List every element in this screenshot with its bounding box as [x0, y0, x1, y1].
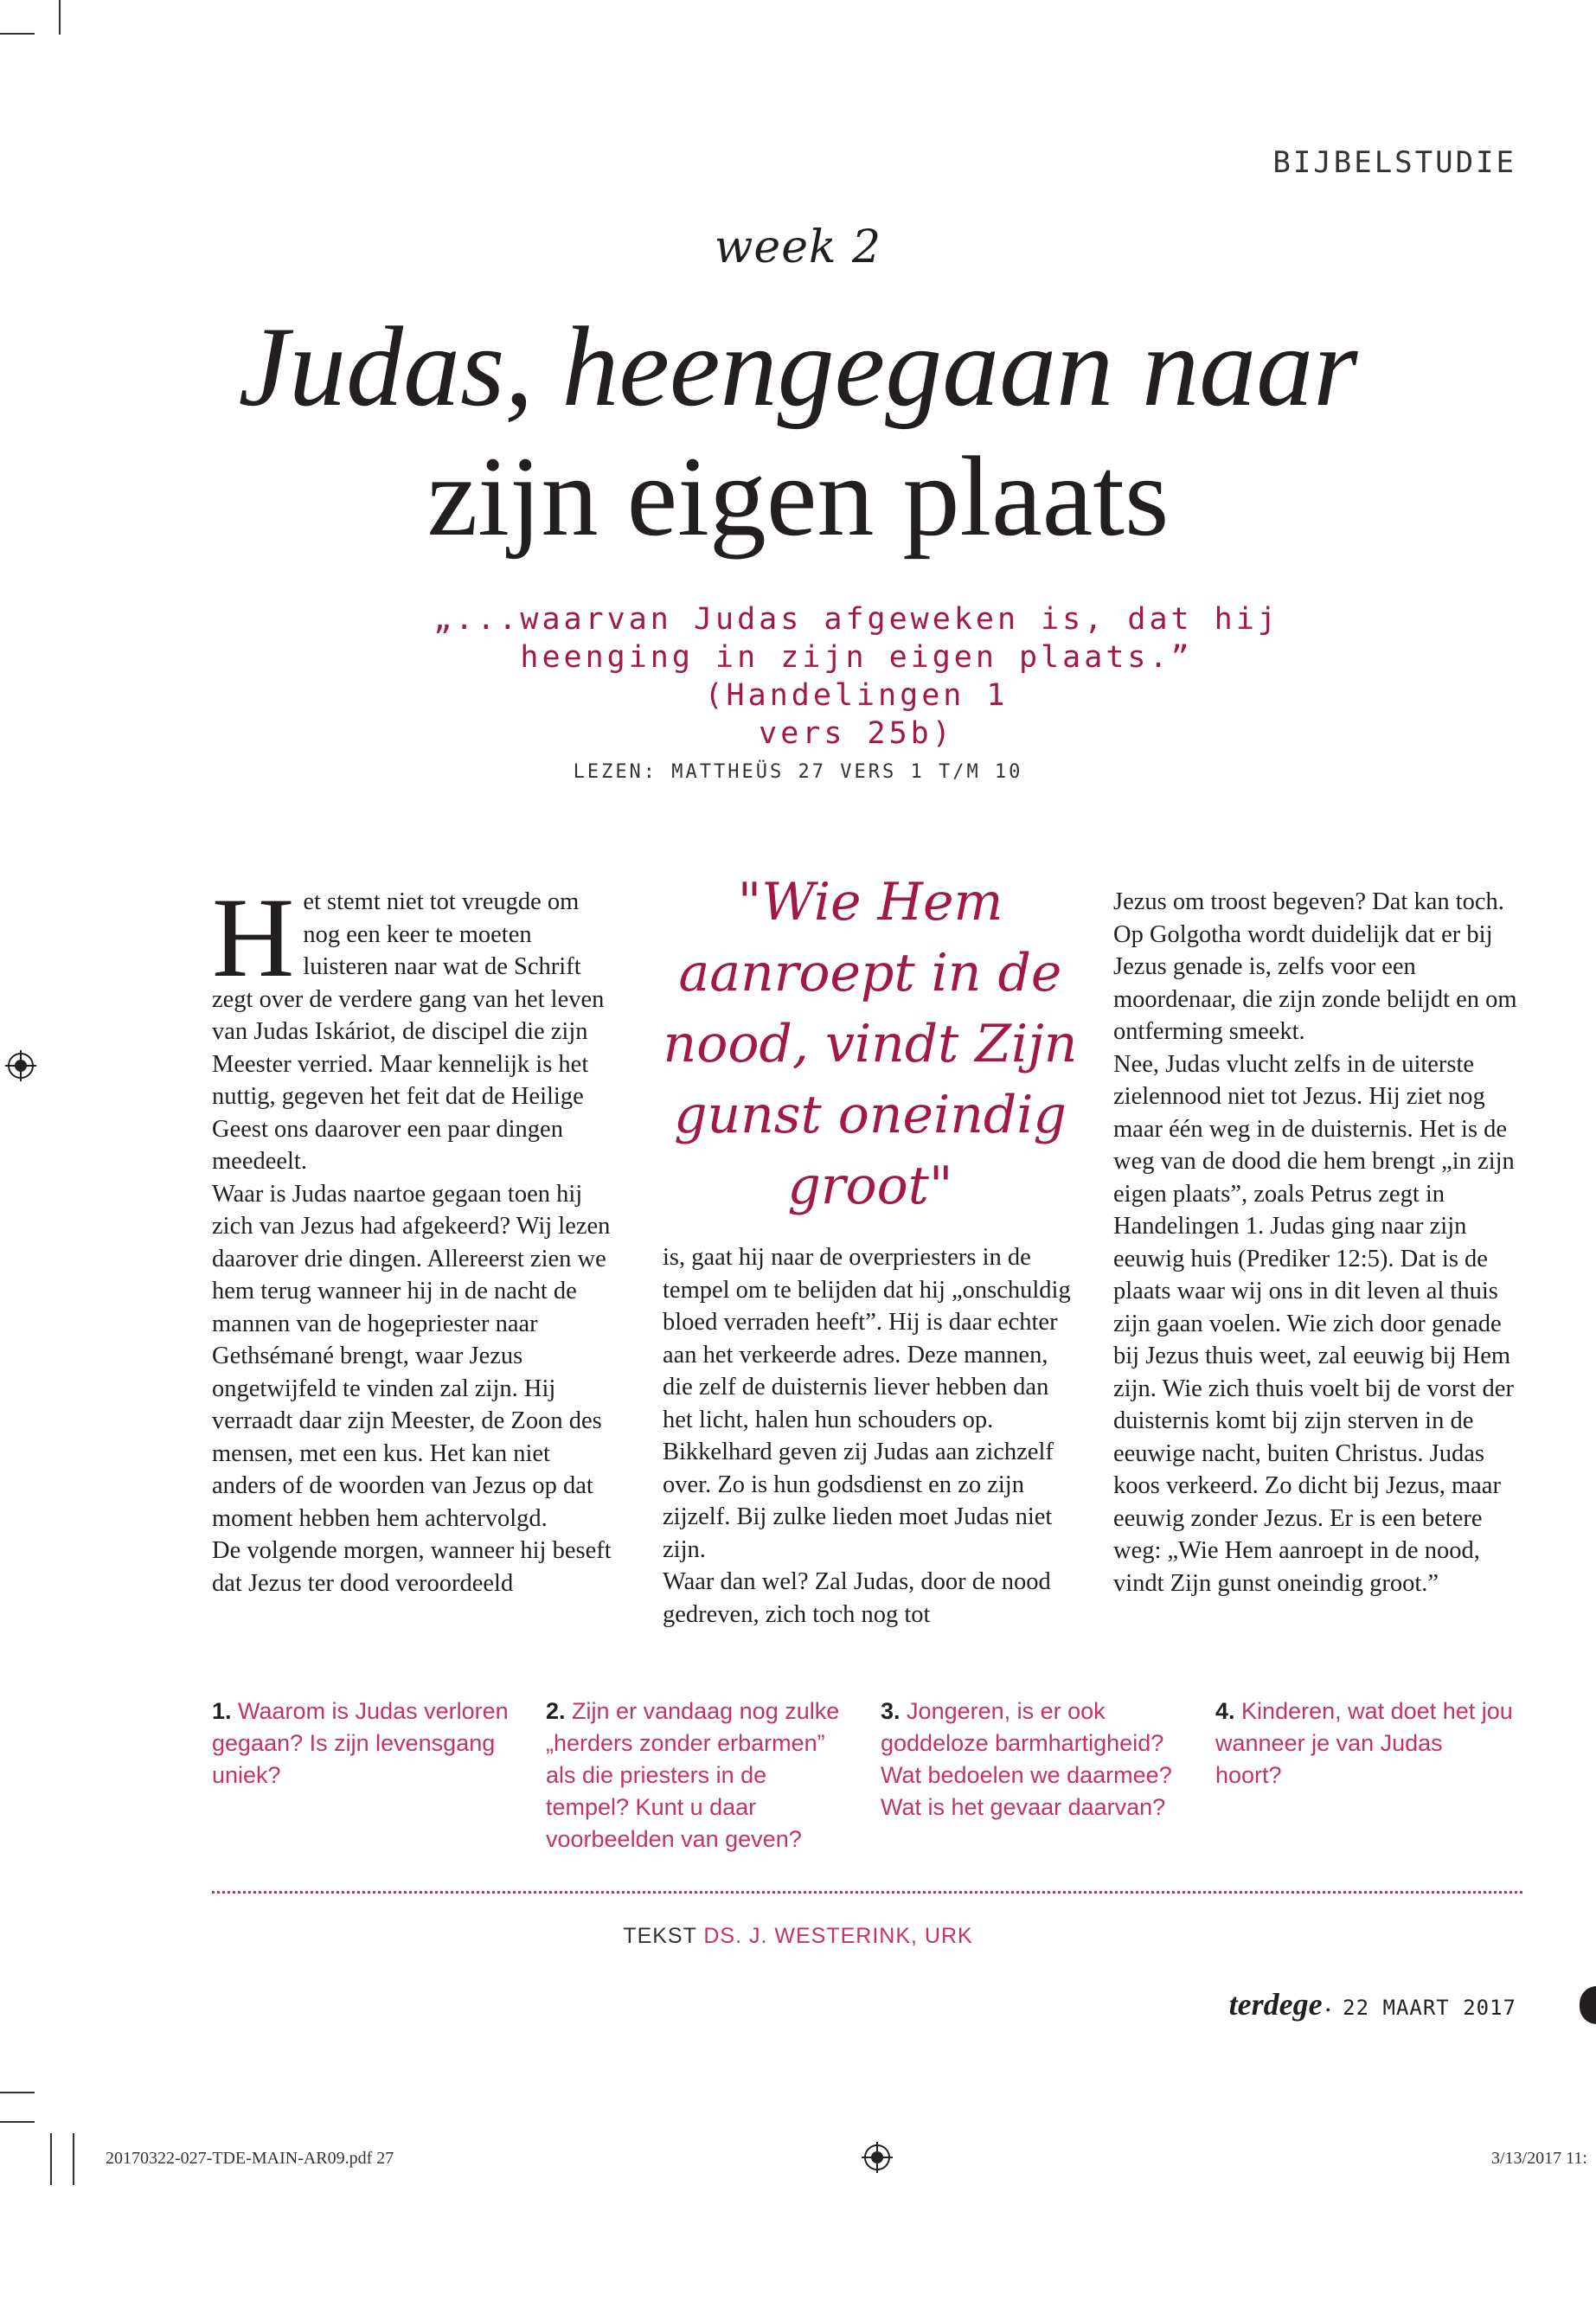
body-column-2	[663, 1241, 1078, 1631]
body-paragraph: Nee, Judas vlucht zelfs in de uiterste zielennood niet tot Jezus. Hij ziet nog maar één weg in de duisternis. Het is de weg van de dood die hem brengt „in zijn eigen plaats”, zoals Petrus zegt in Handelingen 1. Judas ging naar zijn eeuwig huis (Prediker 12:5). Dat is de plaats waar wij ons in dit leven al thuis zijn gaan voelen. Wie zich door genade bij Jezus thuis weet, zal eeuwig bij Hem zijn. Wie zich thuis voelt bij de vorst der duisternis komt bij zijn sterven in de eeuwige nacht, buiten Christus. Judas koos verkeerd. Zo dicht bij Jezus, maar eeuwig zonder Jezus. Er is een betere weg: „Wie Hem aanroept in de nood, vindt Zijn gunst oneindig groot.”	[1113, 1050, 1515, 1597]
crop-mark	[59, 0, 61, 35]
pull-quote-line: groot"	[787, 1156, 953, 1216]
bible-quote-line: „...waarvan Judas afgeweken is, dat hij	[433, 602, 1279, 637]
print-slug-file: 20170322-027-TDE-MAIN-AR09.pdf 27	[106, 2149, 394, 2168]
pull-quote-line: aanroept in de	[678, 943, 1062, 1003]
print-slug-timestamp: 3/13/2017 11:	[1491, 2149, 1587, 2168]
issue-date: 22 MAART 2017	[1343, 1996, 1516, 2020]
body-paragraph: Waar is Judas naartoe gegaan toen hij zich van Jezus had afgekeerd? Wij lezen daarover drie dingen. Allereerst zien we hem terug wanneer hij in de nacht de mannen van de hogepriester naar Gethsémané brengt, waar Jezus ongetwijfeld te vinden zal zijn. Hij verraadt daar zijn Meester, de Zoon des mensen, met een kus. Het kan niet anders of de woorden van Jezus op dat moment hebben hem achtervolgd.	[212, 1180, 611, 1532]
question-number: 4.	[1215, 1698, 1235, 1724]
question-2	[546, 1695, 844, 1856]
body-column-1	[212, 874, 619, 1599]
body-paragraph: et stemt niet tot vreugde om nog een keer te moeten luisteren naar wat de Schrift zegt over de verdere gang van het leven van Judas Iskáriot, de discipel die zijn Meester verried. Maar kennelijk is het nuttig, gegeven het feit dat de Heilige Geest ons daarover een paar dingen meedeelt.	[212, 888, 605, 1175]
question-1	[212, 1695, 510, 1791]
question-text: Zijn er vandaag nog zulke „herders zonder erbarmen” als die priesters in de tempel? Kunt u daar voorbeelden van geven?	[546, 1698, 840, 1852]
bible-quote-line: vers 25b)	[759, 716, 954, 751]
section-label: BIJBELSTUDIE	[1272, 145, 1516, 180]
bible-quote-line: heenging in zijn eigen plaats.” (Handelingen 1	[520, 640, 1193, 713]
drop-cap: H	[212, 874, 295, 1001]
question-text: Waarom is Judas verloren gegaan? Is zijn levensgang uniek?	[212, 1698, 509, 1788]
page-title-line2: zijn eigen plaats	[426, 433, 1170, 560]
question-text: Jongeren, is er ook goddeloze barmhartigheid? Wat bedoelen we daarmee? Wat is het gevaar daarvan?	[881, 1698, 1172, 1820]
pull-quote-line: nood, vindt Zijn	[663, 1014, 1078, 1074]
crop-mark	[50, 2133, 52, 2185]
bible-quote	[381, 600, 1332, 753]
dotted-divider	[212, 1891, 1522, 1894]
body-paragraph: is, gaat hij naar de overpriesters in de tempel om te belijden dat hij „onschuldig bloed verraden heeft”. Hij is daar echter aan het verkeerde adres. Deze mannen, die zelf de duisternis liever hebben dan het licht, halen hun schouders op. Bikkelhard geven zij Judas aan zichzelf over. Zo is hun godsdienst en zo zijn zijzelf. Bij zulke lieden moet Judas niet zijn.	[663, 1244, 1071, 1563]
brand-logo: terdege	[1228, 1987, 1323, 2022]
pull-quote-line: "Wie Hem	[737, 872, 1003, 933]
crop-mark	[73, 2133, 74, 2185]
week-label: week 2	[714, 221, 882, 273]
crop-mark	[0, 2092, 35, 2093]
reading-reference: LEZEN: MATTHEÜS 27 VERS 1 T/M 10	[573, 761, 1023, 783]
credit-label: TEKST	[623, 1924, 697, 1948]
registration-mark-icon	[5, 1050, 36, 1081]
question-text: Kinderen, wat doet het jou wanneer je van Judas hoort?	[1215, 1698, 1513, 1788]
crop-mark	[0, 2121, 35, 2123]
crop-mark	[0, 33, 35, 35]
credit-name: DS. J. WESTERINK, URK	[703, 1924, 973, 1948]
pull-quote	[663, 867, 1078, 1221]
body-paragraph: Waar dan wel? Zal Judas, door de nood gedreven, zich toch nog tot	[663, 1568, 1051, 1628]
question-3	[881, 1695, 1179, 1823]
question-number: 2.	[546, 1698, 566, 1724]
page-number-tab	[1580, 1986, 1596, 2024]
question-4	[1215, 1695, 1514, 1791]
body-column-3	[1113, 886, 1524, 1599]
footer-dot: •	[1325, 2003, 1331, 2018]
body-paragraph: De volgende morgen, wanneer hij beseft dat Jezus ter dood veroordeeld	[212, 1537, 612, 1597]
page-footer	[1229, 1986, 1516, 2022]
page-title-line1: Judas, heengegaan naar	[238, 303, 1358, 430]
question-number: 3.	[881, 1698, 901, 1724]
author-credit	[0, 1924, 1596, 1949]
body-paragraph: Jezus om troost begeven? Dat kan toch. Op Golgotha wordt duidelijk dat er bij Jezus genade is, zelfs voor een moordenaar, die zijn zonde belijdt en om ontferming smeekt.	[1113, 888, 1517, 1045]
pull-quote-line: gunst oneindig	[674, 1085, 1067, 1145]
registration-mark-icon	[862, 2142, 893, 2173]
question-number: 1.	[212, 1698, 232, 1724]
